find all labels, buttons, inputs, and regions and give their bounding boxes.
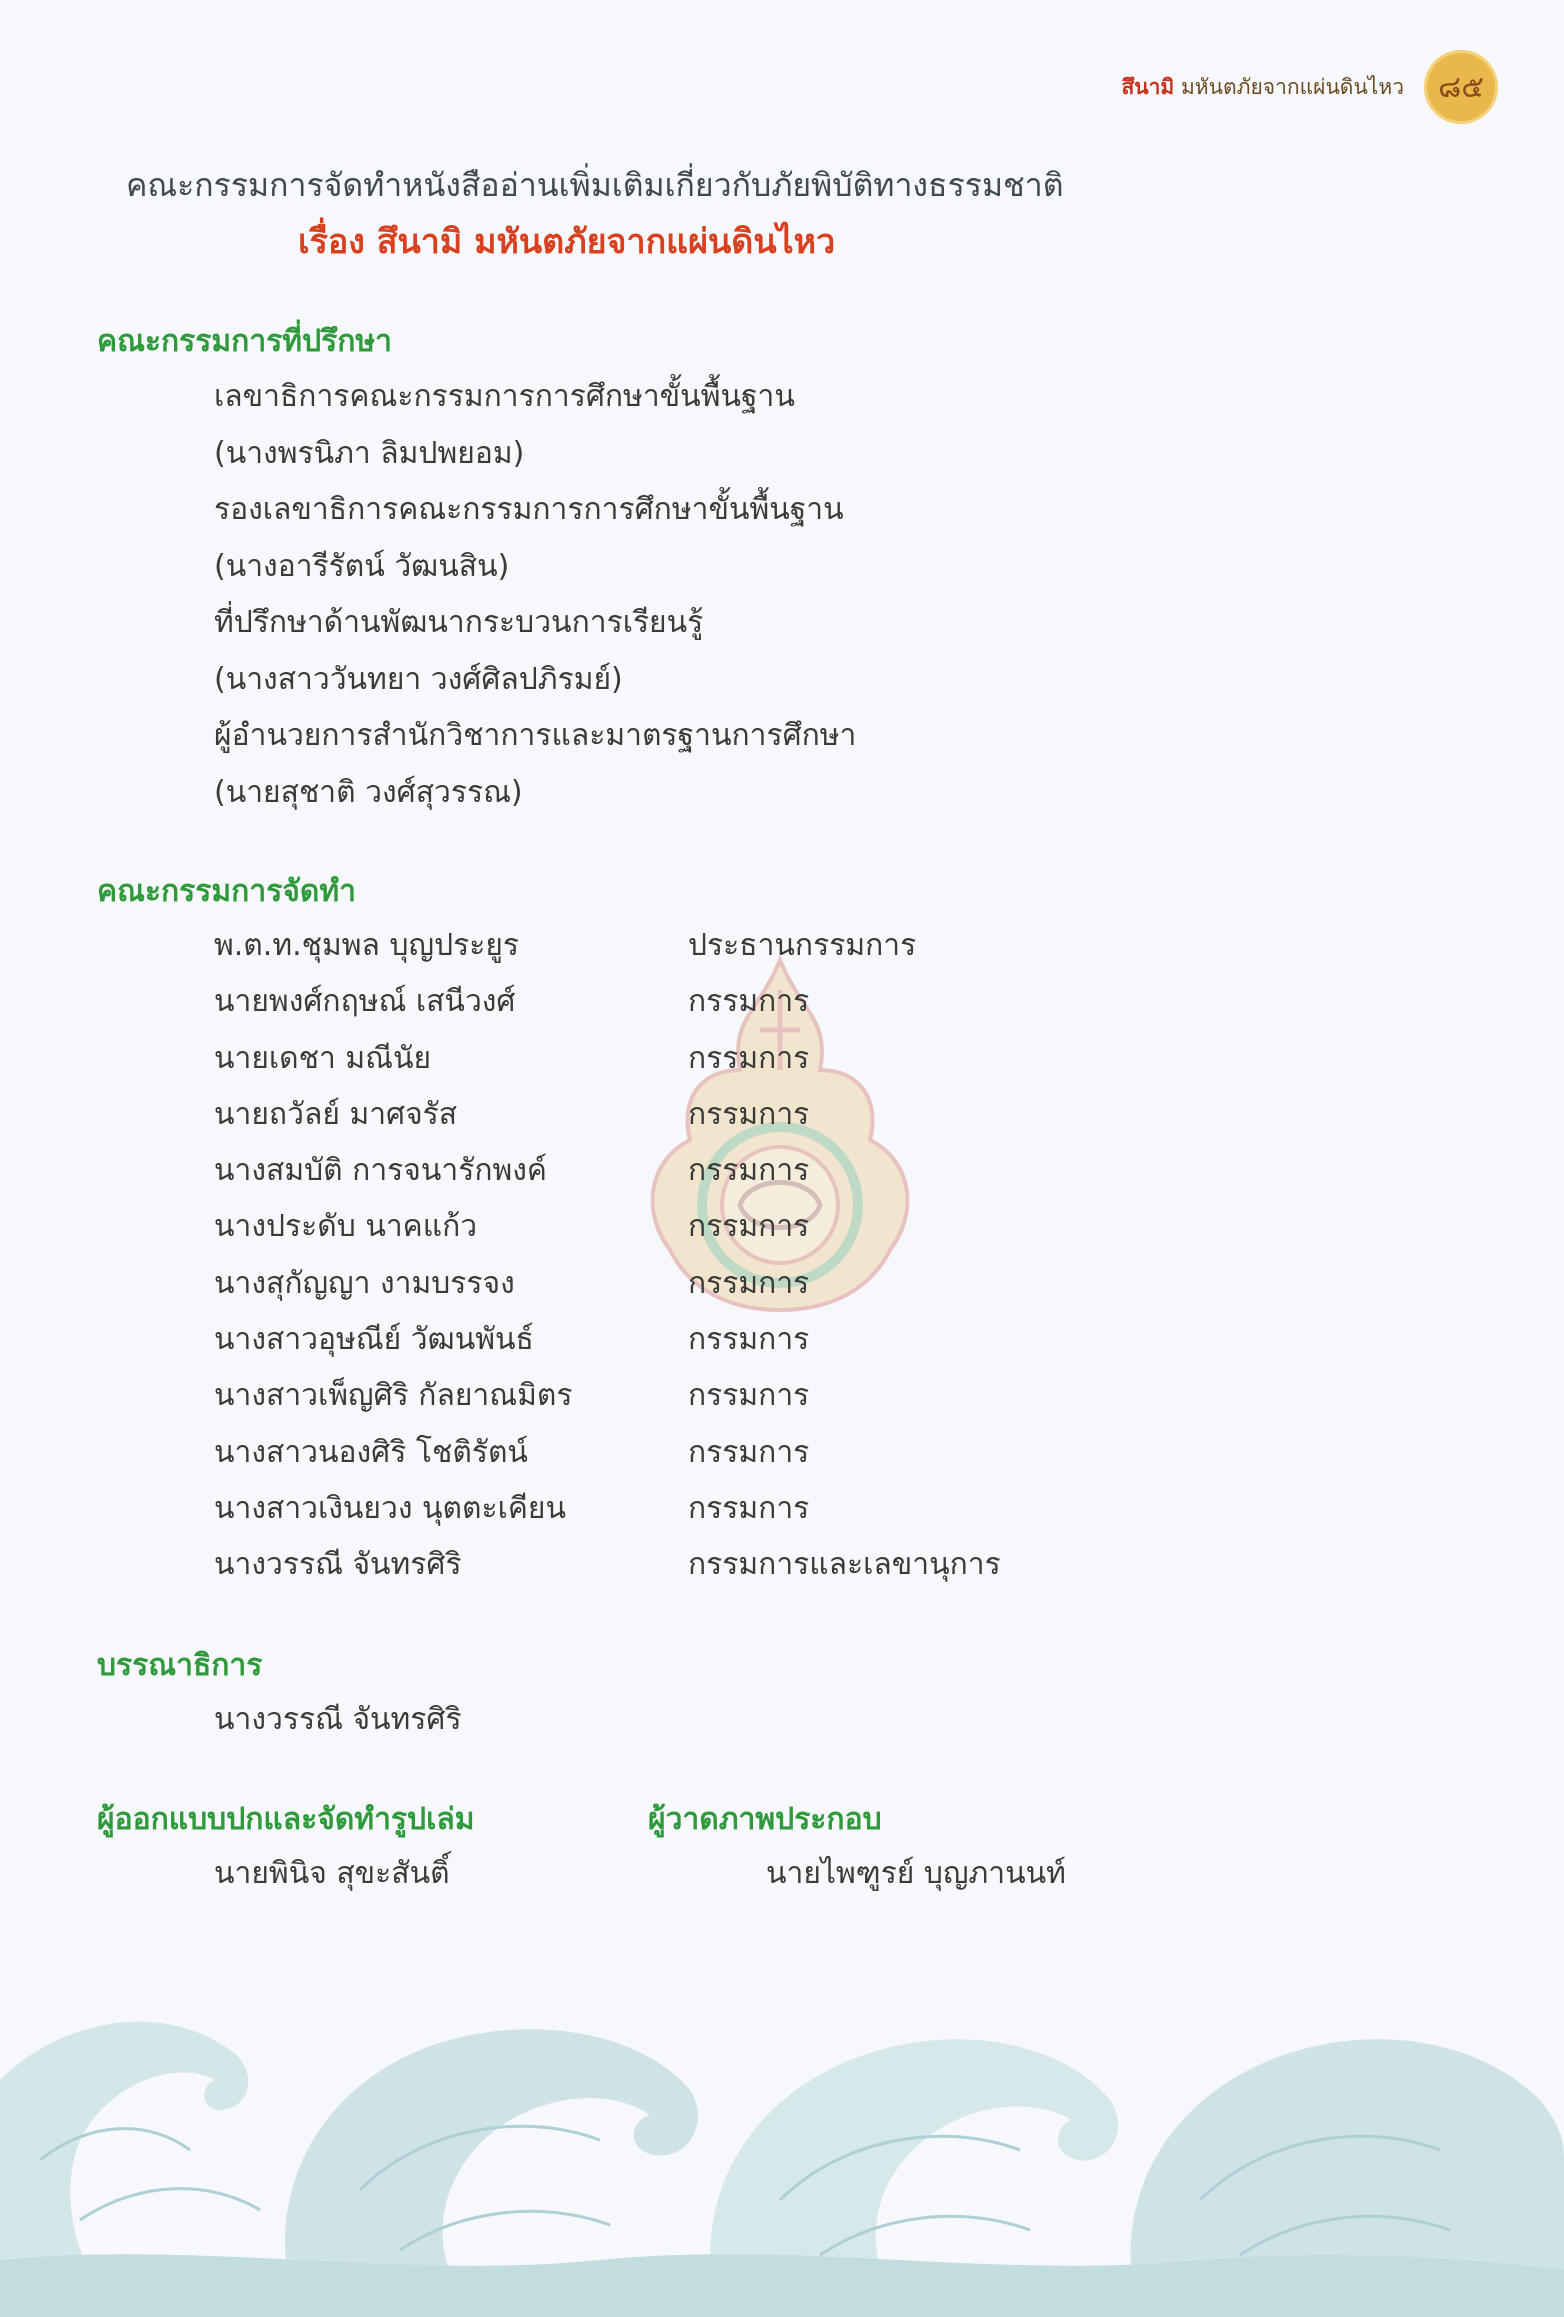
member-name: พ.ต.ท.ชุมพล บุญประยูร	[214, 928, 520, 963]
member-name: นางสาวอุษณีย์ วัฒนพันธ์	[214, 1322, 534, 1358]
running-header-title	[1121, 71, 1404, 104]
running-header-title-rest: มหันตภัยจากแผ่นดินไหว	[1180, 74, 1404, 99]
member-name: นายเดชา มณีนัย	[214, 1040, 432, 1076]
advisor-line: (นายสุชาติ วงศ์สุวรรณ)	[214, 774, 523, 810]
member-role: กรรมการ	[688, 1322, 810, 1358]
committee-member-row	[214, 922, 1001, 978]
editor-heading: บรรณาธิการ	[97, 1648, 263, 1683]
advisor-line: ที่ปรึกษาด้านพัฒนากระบวนการเรียนรู้	[214, 605, 704, 640]
member-role: ประธานกรรมการ	[688, 928, 917, 963]
advisor-line: ผู้อำนวยการสำนักวิชาการและมาตรฐานการศึกษา	[214, 718, 857, 753]
ocean-waves-decoration-icon	[0, 1960, 1564, 2317]
member-role: กรรมการ	[688, 1378, 810, 1414]
committee-member-row	[214, 1485, 1001, 1541]
advisor-line: (นางอารีรัตน์ วัฒนสิน)	[214, 548, 510, 584]
committee-member-row	[214, 1372, 1001, 1428]
designer-heading: ผู้ออกแบบปกและจัดทำรูปเล่ม	[97, 1802, 475, 1837]
committee-heading: คณะกรรมการจัดทำ	[97, 874, 356, 909]
member-name: นางสาวเงินยวง นุตตะเคียน	[214, 1490, 567, 1526]
committee-member-row	[214, 978, 1001, 1034]
committee-member-row	[214, 1203, 1001, 1259]
page-subtitle: เรื่อง สึนามิ มหันตภัยจากแผ่นดินไหว	[298, 222, 836, 262]
member-role: กรรมการ	[688, 1040, 810, 1076]
committee-member-row	[214, 1260, 1001, 1316]
member-role: กรรมการและเลขานุการ	[688, 1547, 1001, 1583]
page-number: ๘๕	[1438, 69, 1484, 105]
advisor-line: เลขาธิการคณะกรรมการการศึกษาขั้นพื้นฐาน	[214, 379, 795, 414]
illustrator-name: นายไพฑูรย์ บุญภานนท์	[766, 1856, 1066, 1891]
member-role: กรรมการ	[688, 1265, 810, 1301]
committee-member-row	[214, 1035, 1001, 1091]
committee-member-row	[214, 1541, 1001, 1597]
committee-list	[214, 922, 1001, 1598]
designer-name: นายพินิจ สุขะสันติ์	[214, 1856, 450, 1891]
advisor-line: รองเลขาธิการคณะกรรมการการศึกษาขั้นพื้นฐาน	[214, 492, 844, 527]
member-name: นายพงศ์กฤษณ์ เสนีวงศ์	[214, 984, 516, 1020]
page-title: คณะกรรมการจัดทำหนังสืออ่านเพิ่มเติมเกี่ยวกับภัยพิบัติทางธรรมชาติ	[126, 166, 1064, 204]
advisor-line: (นางพรนิภา ลิมปพยอม)	[214, 435, 525, 471]
member-name: นางสมบัติ การจนารักพงค์	[214, 1153, 547, 1189]
member-name: นางสาวเพ็ญศิริ กัลยาณมิตร	[214, 1378, 573, 1414]
member-role: กรรมการ	[688, 984, 810, 1020]
advisor-line: (นางสาววันทยา วงศ์ศิลปภิรมย์)	[214, 661, 623, 697]
member-role: กรรมการ	[688, 1490, 810, 1526]
member-name: นางประดับ นาคแก้ว	[214, 1209, 478, 1245]
page-number-badge	[1424, 50, 1498, 124]
illustrator-heading: ผู้วาดภาพประกอบ	[648, 1802, 882, 1837]
member-role: กรรมการ	[688, 1153, 810, 1189]
member-role: กรรมการ	[688, 1434, 810, 1470]
member-name: นางสาวนองศิริ โชติรัตน์	[214, 1434, 528, 1470]
advisors-list	[214, 373, 856, 825]
member-name: นางสุกัญญา งามบรรจง	[214, 1265, 515, 1301]
running-header-title-strong: สึนามิ	[1121, 74, 1175, 99]
member-name: นายถวัลย์ มาศจรัส	[214, 1096, 458, 1132]
member-role: กรรมการ	[688, 1209, 810, 1245]
advisors-heading: คณะกรรมการที่ปรึกษา	[97, 324, 393, 359]
committee-member-row	[214, 1091, 1001, 1147]
committee-member-row	[214, 1316, 1001, 1372]
member-name: นางวรรณี จันทรศิริ	[214, 1547, 462, 1583]
committee-member-row	[214, 1429, 1001, 1485]
member-role: กรรมการ	[688, 1096, 810, 1132]
editor-name: นางวรรณี จันทรศิริ	[214, 1702, 462, 1737]
committee-member-row	[214, 1147, 1001, 1203]
running-header	[1121, 50, 1498, 124]
